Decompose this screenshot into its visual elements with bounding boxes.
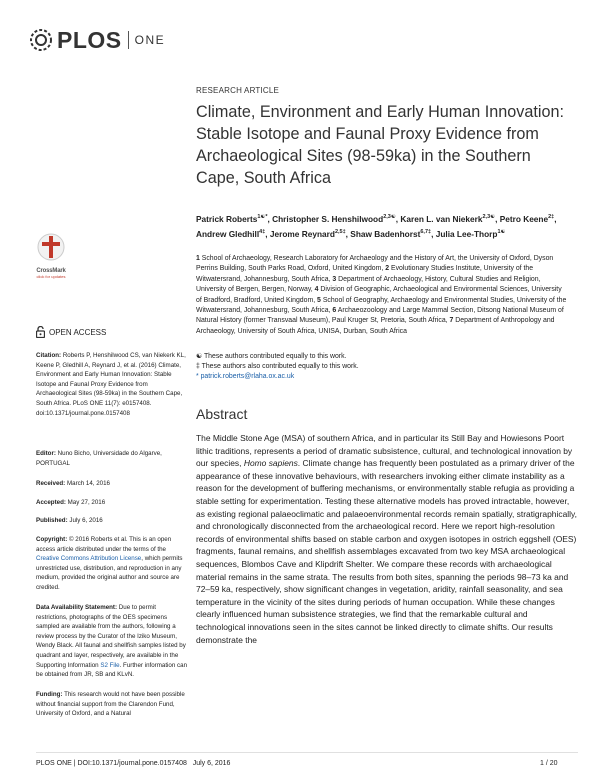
logo-divider <box>128 31 129 49</box>
also-contribution-note: ‡ These authors also contributed equally to this work. <box>196 363 359 370</box>
funding-block: Funding: This research would not have been possible without financial support from the Clarendon Fund, University of Oxford, and a Natural <box>36 691 185 718</box>
open-access-label: OPEN ACCESS <box>49 327 107 337</box>
supporting-file-link[interactable]: S2 File <box>100 661 120 669</box>
equal-contribution-note: ☯ These authors contributed equally to this work. <box>196 353 347 360</box>
citation-block: Citation: Roberts P, Henshilwood CS, van Niekerk KL, Keene P, Gledhill A, Reynard J, et al. (2016) Climate, Environment and Early Human Innovation: Stable Isotope and Faunal Proxy Evidence from Archaeological Sites (98-59ka) in the Southern Cape, South Africa. PLoS ONE 11(7): e0157408. doi:10.1371/journal.pone.0157408 <box>36 352 186 417</box>
author[interactable]: Christopher S. Henshilwood$^{2,3☯}$ <box>272 213 396 224</box>
abstract-text: The Middle Stone Age (MSA) of southern Africa, and in particular its Still Bay and Howiesons Poort lithic traditions, represents a period of dramatic subsistence, cultural, and technological innovation by our species, Homo sapiens. Climate change has frequently been postulated as a primary driver of the appearance of these innovative behaviours, with researchers invoking either climate instability as a reason for the development of buffering mechanisms, or environmentally stable refugia as providing a stable setting for experimentation. Testing these alternative models has proved intractable, however, as existing regional palaeoclimatic and palaeoenvironmental records remain spatially, stratigraphically, and chronologically disconnected from the archaeological record. Here we report high-resolution records of environmental shifts based on stable carbon and oxygen isotopes in ostrich eggshell (OES) fragments, faunal remains, and shellfish assemblages excavated from two key MSA archaeological sequences, Blombos Cave and Klipdrift Shelter. We compare these records with archaeological material remains in the same strata. The results from both sites, spanning the periods 98–73 ka and 72–59 ka, respectively, show significant changes in vegetation, aridity, rainfall seasonality, and sea temperature in the vicinity of the sites during periods of human occupation. While these changes clearly influenced human subsistence strategies, we find that the remarkable cultural and technological innovations seen in the sites cannot be linked directly to climate shifts. Our results demonstrate the <box>196 433 577 645</box>
author[interactable]: Jerome Reynard$^{2,5\ddagger}$ <box>269 228 346 239</box>
license-link[interactable]: Creative Commons Attribution License <box>36 555 142 563</box>
article-title: Climate, Environment and Early Human Innovation: Stable Isotope and Faunal Proxy Evidence from Archaeological Sites (98-59ka) in the Southern Cape, South Africa <box>196 103 564 187</box>
journal-logo[interactable] <box>28 26 165 54</box>
journal-subname: ONE <box>134 33 166 47</box>
author[interactable]: Julia Lee-Thorp$^{1☯}$ <box>435 228 506 239</box>
editor-block: Editor: Nuno Bicho, Universidade do Algarve, PORTUGAL <box>36 450 162 467</box>
data-availability-block: Data Availability Statement: Due to permit restrictions, photographs of the OES specimens sampled are available from the authors, following a review process by the Curator of the Iziko Museum, Wendy Black. All faunal and shellfish samples listed by quadrant and layer, respectively, are available in the Supporting Information S2 File. Further information can be obtained from JR, SB and KLvN. <box>36 604 188 679</box>
author[interactable]: Patrick Roberts$^{1☯*}$ <box>196 213 268 224</box>
crossmark-label: CrossMark <box>36 268 66 274</box>
author[interactable]: Karen L. van Niekerk$^{2,3☯}$ <box>400 213 496 224</box>
author[interactable]: Petro Keene$^{2\ddagger}$ <box>499 213 555 224</box>
footer-citation: PLOS ONE | DOI:10.1371/journal.pone.0157408 July 6, 2016 <box>36 760 231 767</box>
footer-divider <box>36 752 578 753</box>
author[interactable]: Andrew Gledhill$^{4\ddagger}$ <box>196 228 266 239</box>
page-number: 1 / 20 <box>540 760 558 767</box>
author-list: Patrick Roberts$^{1☯*}$, Christopher S. Henshilwood$^{2,3☯}$, Karen L. van Niekerk$^{2,3☯}$, Petro Keene$^{2\ddagger}$, Andrew Gledhill$^{4\ddagger}$, Jerome Reynard$^{2,5\ddagger}$, Shaw Badenhorst$^{6,7\ddagger}$, Julia Lee-Thorp$^{1☯}$ <box>196 213 557 239</box>
author[interactable]: Shaw Badenhorst$^{6,7\ddagger}$ <box>350 228 432 239</box>
affiliations: 1 School of Archaeology, Research Laboratory for Archaeology and the History of Art, the University of Oxford, Dyson Perrins Building, South Parks Road, Oxford, United Kingdom, 2 Evolutionary Studies Institute, University of the Witwatersrand, Johannesburg, South Africa, 3 Department of Archaeology, History, Cultural Studies and Religion, University of Bergen, Bergen, Norway, 4 Division of Geographic, Archaeological and Environmental Sciences, University of Bradford, Bradford, United Kingdom, 5 School of Geography, Archaeology and Environmental Studies, University of the Witwatersrand, Johannesburg, South Africa, 6 Archaeozoology and Large Mammal Section, Ditsong National Museum of Natural History (former Transvaal Museum), Paul Kruger St, Pretoria, South Africa, 7 Department of Anthropology and Archaeology, University of South Africa, UNISA, Durban, South Africa <box>196 255 567 335</box>
article-type: RESEARCH ARTICLE <box>196 86 280 95</box>
author-notes <box>196 352 566 382</box>
accepted-date: Accepted: May 27, 2016 <box>36 499 106 506</box>
copyright-block: Copyright: © 2016 Roberts et al. This is an open access article distributed under the terms of the Creative Commons Attribution License, which permits unrestricted use, distribution, and reproduction in any medium, provided the original author and source are credited. <box>36 536 183 591</box>
abstract-heading: Abstract <box>196 406 248 422</box>
received-date: Received: March 14, 2016 <box>36 480 110 487</box>
crossmark-sub: click for updates <box>36 274 66 279</box>
species-name: Homo sapiens <box>243 458 298 469</box>
open-access-badge <box>36 326 106 338</box>
published-date: Published: July 6, 2016 <box>36 517 103 524</box>
crossmark-icon <box>36 232 66 262</box>
open-lock-icon <box>36 326 45 338</box>
crossmark-badge[interactable] <box>36 232 66 279</box>
plos-logo-icon <box>28 27 54 53</box>
journal-name: PLOS <box>57 26 122 53</box>
corresponding-email-link[interactable]: * patrick.roberts@rlaha.ox.ac.uk <box>196 373 295 380</box>
